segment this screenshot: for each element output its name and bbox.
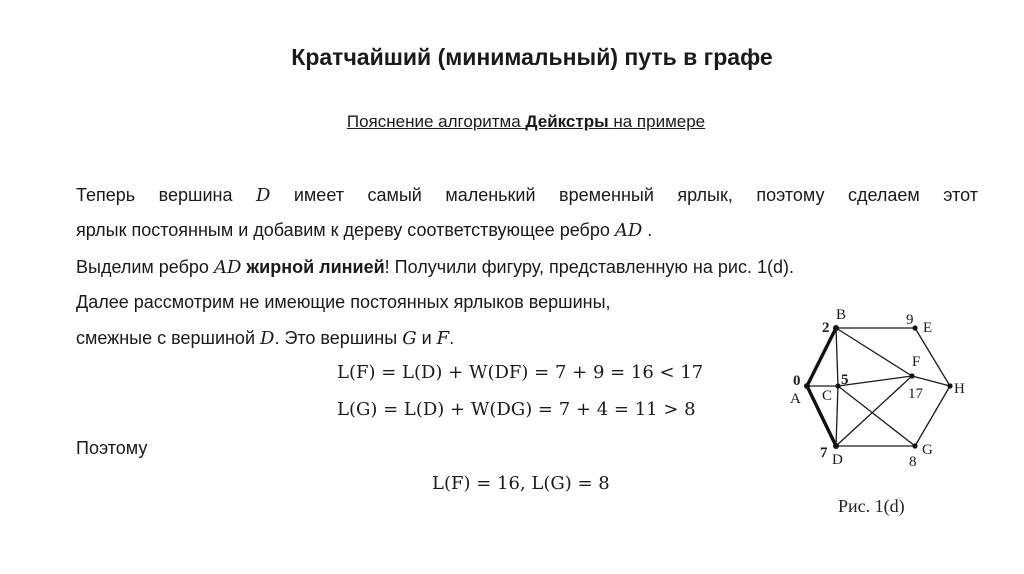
p2-text-a: Выделим ребро [76, 257, 214, 277]
p3-text-b: . Это вершины [274, 328, 403, 348]
letter-e: E [923, 320, 933, 336]
vertex-h [947, 383, 952, 388]
graph-vertices [804, 325, 953, 449]
paragraph1-line2 [76, 219, 652, 242]
paragraph3-line1: Далее рассмотрим не имеющие постоянных ярлыков вершины, [76, 292, 611, 312]
therefore-text: Поэтому [76, 438, 148, 458]
edge-dc [836, 386, 838, 446]
vertex-g [912, 443, 917, 448]
p3-text-a: смежные с вершиной [76, 328, 260, 348]
letter-g: G [922, 442, 933, 458]
label-e: 9 [906, 312, 914, 328]
p3-var-g: G [402, 328, 417, 349]
slide-subtitle [0, 112, 1024, 132]
vertex-c [835, 383, 840, 388]
p3-var-d: D [260, 328, 275, 349]
subtitle-prefix: Пояснение алгоритма [346, 112, 526, 131]
edge-ab-bold [807, 328, 836, 386]
p1-text-a: Теперь вершина [76, 185, 256, 205]
formula-lf: L(F) = L(D) + W(DF) = 7 + 9 = 16 < 17 [337, 362, 704, 383]
p3-var-f: F [436, 328, 450, 349]
graph-svg [780, 300, 980, 500]
letter-a: A [790, 391, 801, 407]
vertex-d [833, 443, 839, 449]
formula-result: L(F) = 16, L(G) = 8 [432, 473, 610, 494]
subtitle-text [347, 112, 705, 131]
edge-cf [838, 376, 912, 386]
label-f: 17 [908, 386, 923, 402]
p2-bold: жирной линией [241, 257, 385, 277]
p1-var-ad: AD [614, 220, 643, 241]
paragraph2 [76, 256, 794, 279]
edge-bc [836, 328, 838, 386]
letter-h: H [954, 381, 965, 397]
label-c: 5 [841, 372, 849, 388]
p1-text-b: имеет самый маленький временный ярлык, поэтому сделаем этот [270, 185, 978, 205]
p1-text-d: . [642, 220, 653, 240]
subtitle-bold: Дейкстры [525, 112, 609, 131]
vertex-a [804, 383, 810, 389]
label-g: 8 [909, 454, 917, 470]
letter-b: B [836, 307, 847, 323]
letter-d: D [832, 452, 843, 468]
label-b: 2 [822, 320, 830, 336]
vertex-f [909, 373, 914, 378]
figure-caption: Рис. 1(d) [838, 496, 905, 516]
p2-text-b: ! Получили фигуру, представленную на рис. 1(d). [384, 257, 794, 277]
paragraph1-line1 [76, 184, 978, 207]
formula-lg: L(G) = L(D) + W(DG) = 7 + 4 = 11 > 8 [337, 399, 696, 420]
letter-c: C [822, 388, 833, 404]
edge-bf [836, 328, 912, 376]
slide-title: Кратчайший (минимальный) путь в графе [291, 44, 773, 70]
edge-cg [838, 386, 915, 446]
letter-f: F [912, 354, 921, 370]
label-d: 7 [820, 445, 828, 461]
label-a: 0 [793, 373, 801, 389]
p3-text-c: и [416, 328, 437, 348]
p1-text-c: ярлык постоянным и добавим к дереву соответствующее ребро [76, 220, 615, 240]
p3-text-d: . [449, 328, 455, 348]
paragraph3-line2 [76, 327, 454, 350]
p2-var-ad: AD [213, 257, 242, 278]
p1-var-d: D [255, 185, 271, 206]
vertex-b [833, 325, 839, 331]
subtitle-suffix: на примере [608, 112, 706, 131]
